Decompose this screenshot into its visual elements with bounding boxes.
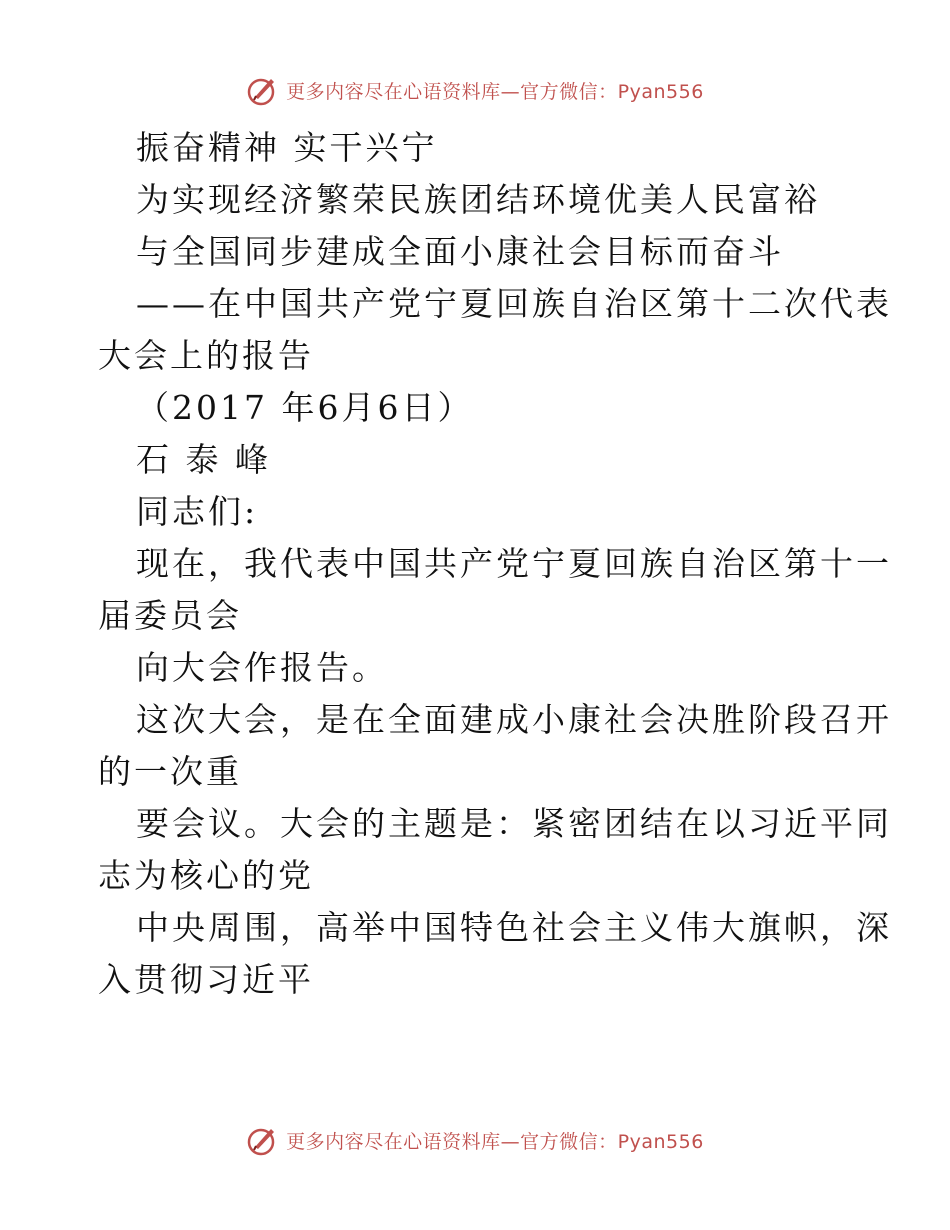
text-line: 要会议。大会的主题是：紧密团结在以习近平同 bbox=[136, 804, 892, 843]
text-line: 届委员会 bbox=[98, 596, 242, 635]
text-line: 中央周围，高举中国特色社会主义伟大旗帜，深 bbox=[136, 908, 892, 947]
text-line: 的一次重 bbox=[98, 752, 242, 791]
text-line: 同志们: bbox=[136, 492, 259, 531]
text-line: 大会上的报告 bbox=[98, 336, 314, 375]
text-line: 向大会作报告。 bbox=[136, 648, 388, 687]
text-line: 这次大会，是在全面建成小康社会决胜阶段召开 bbox=[136, 700, 892, 739]
footer-banner-text: 更多内容尽在心语资料库—官方微信：Pyan556 bbox=[286, 1130, 704, 1153]
header-banner bbox=[0, 72, 950, 108]
quill-logo-icon bbox=[246, 73, 280, 107]
text-line: ——在中国共产党宁夏回族自治区第十二次代表 bbox=[136, 284, 892, 323]
text-line: 为实现经济繁荣民族团结环境优美人民富裕 bbox=[136, 180, 820, 219]
text-line: 振奋精神 实干兴宁 bbox=[136, 128, 438, 167]
text-line: 石 泰 峰 bbox=[136, 440, 271, 479]
text-line: （2017 年6月6日） bbox=[136, 388, 474, 427]
quill-logo-icon bbox=[246, 1123, 280, 1157]
text-line: 志为核心的党 bbox=[98, 856, 314, 895]
text-line: 入贯彻习近平 bbox=[98, 960, 314, 999]
text-line: 现在，我代表中国共产党宁夏回族自治区第十一 bbox=[136, 544, 892, 583]
header-banner-text: 更多内容尽在心语资料库—官方微信：Pyan556 bbox=[286, 80, 704, 103]
document-body bbox=[98, 122, 892, 1006]
footer-banner bbox=[0, 1122, 950, 1158]
text-line: 与全国同步建成全面小康社会目标而奋斗 bbox=[136, 232, 784, 271]
